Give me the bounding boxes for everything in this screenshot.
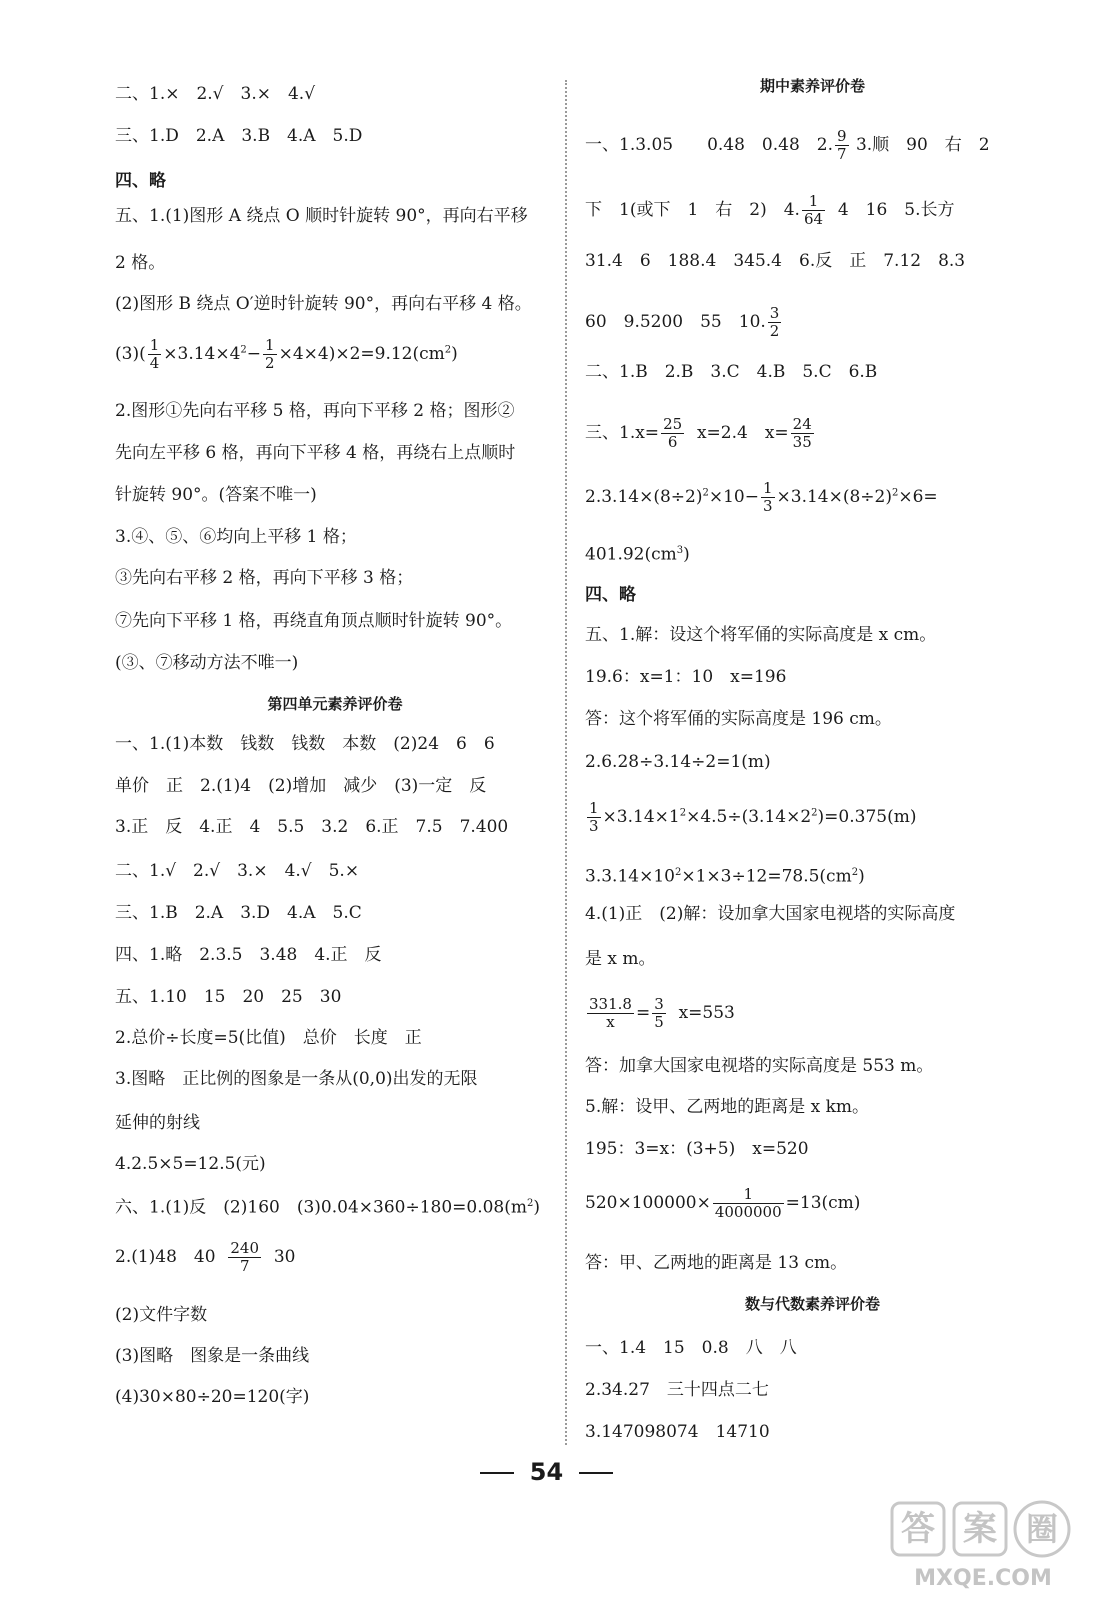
answer-line: 31.4 6 188.4 345.4 6.反 正 7.12 8.3 xyxy=(585,251,966,271)
answer-line: 3.147098074 14710 xyxy=(585,1422,770,1442)
answer-line: 19.6：x=1：10 x=196 xyxy=(585,667,787,687)
answer-line: 一、1.4 15 0.8 八 八 xyxy=(585,1338,797,1358)
answer-line: 二、1.× 2.√ 3.× 4.√ xyxy=(115,84,316,104)
answer-line: 3.图略 正比例的图象是一条从(0,0)出发的无限 xyxy=(115,1069,478,1089)
fraction: $\frac{1}{4}$ xyxy=(149,336,160,372)
answer-line: 三、1.B 2.A 3.D 4.A 5.C xyxy=(115,903,362,923)
answer-line: 答：这个将军俑的实际高度是 196 cm。 xyxy=(585,709,892,729)
fraction: $\frac{331.8}{x}$ xyxy=(589,995,632,1031)
answer-line: (4)30×80÷20=120(字) xyxy=(115,1387,310,1407)
answer-line: ⑦先向下平移 1 格，再绕直角顶点顺时针旋转 90°。 xyxy=(115,611,513,631)
answer-line: 五、1.10 15 20 25 30 xyxy=(115,987,342,1007)
fraction: $\frac{240}{7}$ xyxy=(230,1239,260,1275)
watermark-logo xyxy=(888,1497,1078,1592)
svg-text:案: 案 xyxy=(963,1509,997,1549)
section-heading: 第四单元素养评价卷 xyxy=(267,695,403,713)
answer-line: (2)图形 B 绕点 O′逆时针旋转 90°，再向右平移 4 格。 xyxy=(115,294,532,314)
fraction: $\frac{3}{5}$ xyxy=(654,995,664,1031)
formula-line: $401.92(cm^3)$ xyxy=(585,544,690,565)
formula-line: 三、1.x= $\frac{25}{6}$ x=2.4 x= $\frac{24}{35}$ xyxy=(585,415,812,451)
formula-line: (3)( $\frac{1}{4}$ $\times 3.14\times 4^2-$ $\frac{1}{2}$ $\times 4\times 4)\times 2=9.12(cm^2)$ xyxy=(115,336,458,372)
answer-line: (3)图略 图象是一条曲线 xyxy=(115,1346,310,1366)
answer-line: 五、1.(1)图形 A 绕点 O 顺时针旋转 90°，再向右平移 xyxy=(115,206,528,226)
formula-line: $\frac{331.8}{x}$ = $\frac{3}{5}$ x=553 xyxy=(589,995,735,1031)
fraction: $\frac{1}{2}$ xyxy=(265,336,275,372)
answer-line: 五、1.解：设这个将军俑的实际高度是 x cm。 xyxy=(585,625,937,645)
formula-line: $2.3.14\times(8\div 2)^2\times 10-$ $\frac{1}{3}$ $\times 3.14\times(8\div 2)^2\times 6=$ xyxy=(585,479,938,515)
answer-line: 答：甲、乙两地的距离是 13 cm。 xyxy=(585,1253,848,1273)
formula-line: $3.3.14\times 10^2\times 1\times 3\div 12=78.5(cm^2)$ xyxy=(585,866,865,887)
answer-line: 四、略 xyxy=(115,171,166,191)
svg-text:MXQE.COM: MXQE.COM xyxy=(914,1566,1052,1591)
formula-line: 520×100000× $\frac{1}{4000000}$ =13(cm) xyxy=(585,1185,861,1221)
section-heading: 期中素养评价卷 xyxy=(759,77,865,95)
formula-line: 六、1.(1)反 (2)160 $(3)0.04\times 360\div 180=0.08(m^2)$ xyxy=(115,1197,541,1218)
answer-line: 4.(1)正 (2)解：设加拿大国家电视塔的实际高度 xyxy=(585,904,956,924)
answer-line: 2.34.27 三十四点二七 xyxy=(585,1380,769,1400)
answer-line: 2 格。 xyxy=(115,253,166,273)
answer-line: 二、1.B 2.B 3.C 4.B 5.C 6.B xyxy=(585,362,878,382)
formula-line: $\frac{1}{3}$ $\times 3.14\times 1^2\times 4.5\div(3.14\times 2^2)=0.375(m)$ xyxy=(589,799,917,835)
page-number: 54 xyxy=(529,1458,564,1486)
fraction: $\frac{25}{6}$ xyxy=(663,415,683,451)
answer-line: 3.正 反 4.正 4 5.5 3.2 6.正 7.5 7.400 xyxy=(115,817,509,837)
svg-text:圈: 圈 xyxy=(1025,1510,1059,1548)
answer-line: (2)文件字数 xyxy=(115,1305,208,1325)
answer-line: 三、1.D 2.A 3.B 4.A 5.D xyxy=(115,126,363,146)
answer-line: 单价 正 2.(1)4 (2)增加 减少 (3)一定 反 xyxy=(115,776,487,796)
answer-line: 先向左平移 6 格，再向下平移 4 格，再绕右上点顺时 xyxy=(115,443,516,463)
fraction: $\frac{1}{64}$ xyxy=(803,192,824,228)
section-heading: 数与代数素养评价卷 xyxy=(744,1295,880,1313)
answer-line: 针旋转 90°。(答案不唯一) xyxy=(115,485,317,505)
formula-line: 一、1.3.05 0.48 0.48 2. $\frac{9}{7}$ 3.顺 90 右 2 xyxy=(585,127,990,163)
answer-line: 一、1.(1)本数 钱数 钱数 本数 (2)24 6 6 xyxy=(115,734,495,754)
answer-line: 二、1.√ 2.√ 3.× 4.√ 5.× xyxy=(115,861,360,881)
fraction: $\frac{3}{2}$ xyxy=(769,304,780,340)
answer-line: 5.解：设甲、乙两地的距离是 x km。 xyxy=(585,1097,870,1117)
formula-line: 下 1(或下 1 右 2) 4. $\frac{1}{64}$ 4 16 5.长方 xyxy=(585,192,955,228)
formula-line: 2.(1)48 40 $\frac{240}{7}$ 30 xyxy=(115,1239,296,1275)
footer-dash xyxy=(579,1472,613,1474)
fraction: $\frac{1}{3}$ xyxy=(589,799,599,835)
answer-line: 2.总价÷长度=5(比值) 总价 长度 正 xyxy=(115,1028,422,1048)
page-footer xyxy=(0,1458,1093,1486)
answer-line: 四、1.略 2.3.5 3.48 4.正 反 xyxy=(115,945,382,965)
answer-line: 延伸的射线 xyxy=(115,1113,200,1133)
fraction: $\frac{1}{4000000}$ xyxy=(714,1185,782,1221)
answer-line: 195：3=x：(3+5) x=520 xyxy=(585,1139,809,1159)
answer-line: (③、⑦移动方法不唯一) xyxy=(115,653,299,673)
answer-line: 2.6.28÷3.14÷2=1(m) xyxy=(585,752,771,772)
answer-line: ③先向右平移 2 格，再向下平移 3 格； xyxy=(115,568,414,588)
fraction: $\frac{24}{35}$ xyxy=(792,415,812,451)
answer-line: 是 x m。 xyxy=(585,949,656,969)
answer-line: 3.④、⑤、⑥均向上平移 1 格； xyxy=(115,527,357,547)
answer-line: 四、略 xyxy=(585,585,636,605)
column-divider xyxy=(565,80,567,1445)
answer-line: 答：加拿大国家电视塔的实际高度是 553 m。 xyxy=(585,1056,934,1076)
fraction: $\frac{9}{7}$ xyxy=(837,127,847,163)
answer-line: 4.2.5×5=12.5(元) xyxy=(115,1154,266,1174)
footer-dash xyxy=(480,1472,514,1474)
formula-line: 60 9.5200 55 10. $\frac{3}{2}$ xyxy=(585,304,780,340)
answer-line: 2.图形①先向右平移 5 格，再向下平移 2 格；图形② xyxy=(115,401,515,421)
fraction: $\frac{1}{3}$ xyxy=(762,479,773,515)
svg-text:答: 答 xyxy=(901,1509,935,1549)
